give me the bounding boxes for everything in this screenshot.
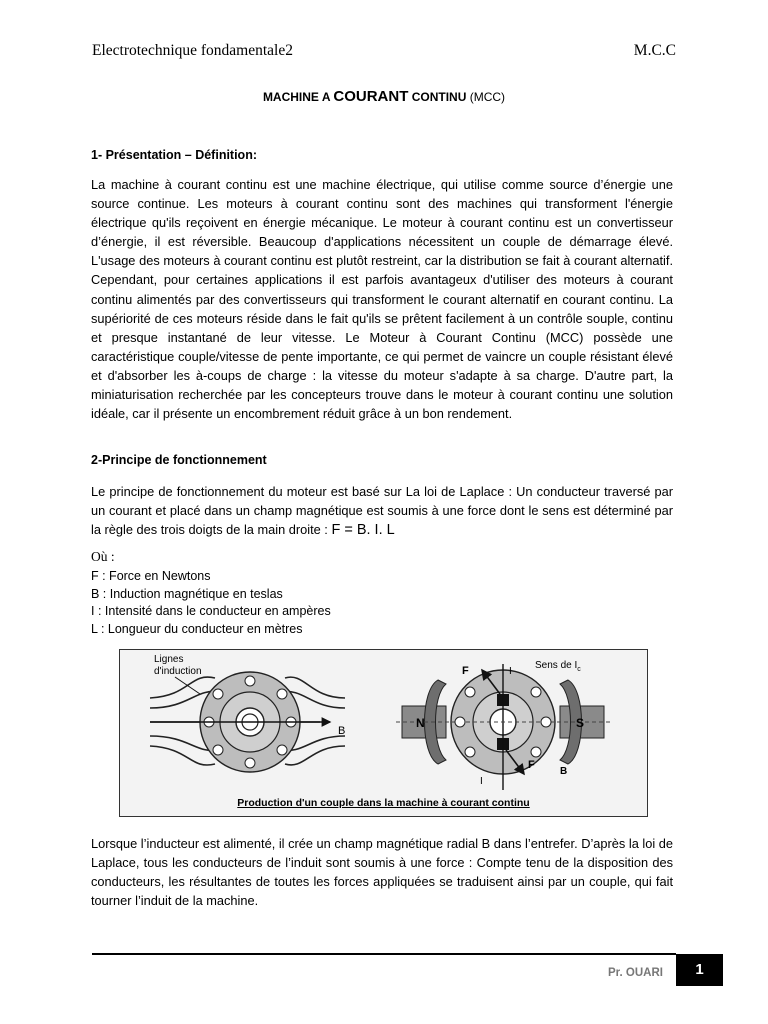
laplace-formula: F = B. I. L: [331, 522, 395, 539]
label-lines: Lignes: [154, 654, 184, 665]
title-part-2: COURANT: [333, 88, 409, 105]
label-f-top: F: [462, 665, 469, 677]
left-machine: [150, 654, 345, 772]
motor-torque-figure: [119, 649, 648, 817]
title-part-3: CONTINU: [408, 90, 470, 104]
label-i-bottom: I: [480, 776, 483, 787]
label-f-bottom: F: [528, 759, 535, 771]
title-part-1: MACHINE A: [262, 90, 334, 104]
definition-item: I : Intensité dans le conducteur en ampères: [91, 604, 331, 619]
definition-item: L : Longueur du conducteur en mètres: [91, 622, 303, 637]
label-sens: [535, 660, 581, 673]
label-b-left: B: [338, 725, 346, 737]
label-i-top: I: [509, 666, 512, 677]
definition-item: B : Induction magnétique en teslas: [91, 586, 283, 601]
section-2-heading: 2-Principe de fonctionnement: [91, 453, 267, 467]
motor-diagram: [120, 650, 647, 816]
section-1-heading: 1- Présentation – Définition:: [91, 148, 257, 162]
definition-item: F : Force en Newtons: [91, 569, 211, 583]
conclusion-paragraph: Lorsque l’inducteur est alimenté, il crée un champ magnétique radial B dans l’entrefer. D’après la loi de Laplace, tous les conducteurs de l’induit sont soumis à une force : Compte tenu de la disposition des conducteurs, les résultantes de toutes les forces appliquées se traduisent ainsi par un couple, qui fait tourner l’induit de la machine.: [91, 836, 673, 909]
label-b-right: B: [560, 766, 568, 777]
label-sens-sub: c: [577, 666, 581, 673]
header-abbreviation: M.C.C: [633, 42, 676, 59]
footer-author: Pr. OUARI: [608, 967, 663, 979]
footer-divider: [92, 953, 676, 955]
section-2-text: Le principe de fonctionnement du moteur est basé sur La loi de Laplace : Un conducteur traversé par un courant et placé dans un champ magnétique est soumis à une force dont le sens est déterminé par la règle des trois doigts de la main droite :: [91, 484, 673, 538]
label-induction: d'induction: [154, 666, 202, 677]
figure-caption: Production d'un couple dans la machine à courant continu: [237, 797, 530, 809]
section-1-paragraph: La machine à courant continu est une machine électrique, qui utilise comme source d’énergie une source continue. Les moteurs à courant continu sont des machines qui transforment l'énergie électrique qu'ils reçoivent en énergie mécanique. Le moteur à courant continu est un convertisseur d’énergie, il est réversible. Beaucoup d'applications nécessitent un couple de démarrage élevé. L'usage des moteurs à courant continu est plutôt restreint, car la distribution se fait à courant alternatif. Cependant, pour certaines applications il est parfois avantageux d'utiliser des moteurs à courant continu alimentés par des convertisseurs qui transforment le courant alternatif en courant continu. La supériorité de ces moteurs réside dans le fait qu'ils se prêtent facilement à un contrôle souple, continu et presque instantané de leur vitesse. Le Moteur à Courant Continu (MCC) possède une caractéristique couple/vitesse de pente importante, ce qui permet de vaincre un couple résistant élevé et d'absorber les à-coups de charge : la vitesse du moteur s'adapte à sa charge. D'autre part, la miniaturisation recherchée par les concepteurs trouve dans le moteur à courant continu une solution idéale, car il présente un encombrement réduit grâce à un bon rendement.: [91, 177, 673, 422]
section-2-paragraph: [91, 482, 673, 540]
label-sens-text: Sens de I: [535, 660, 578, 671]
page-title: [0, 88, 768, 105]
label-s: S: [576, 716, 585, 730]
label-n: N: [416, 716, 425, 730]
title-part-4: (MCC): [469, 90, 506, 104]
header-course-title: Electrotechnique fondamentale2: [92, 42, 293, 59]
page-number: 1: [676, 954, 723, 986]
definition-list: [91, 568, 331, 639]
right-machine: [396, 660, 610, 790]
where-label: Où :: [91, 549, 115, 564]
